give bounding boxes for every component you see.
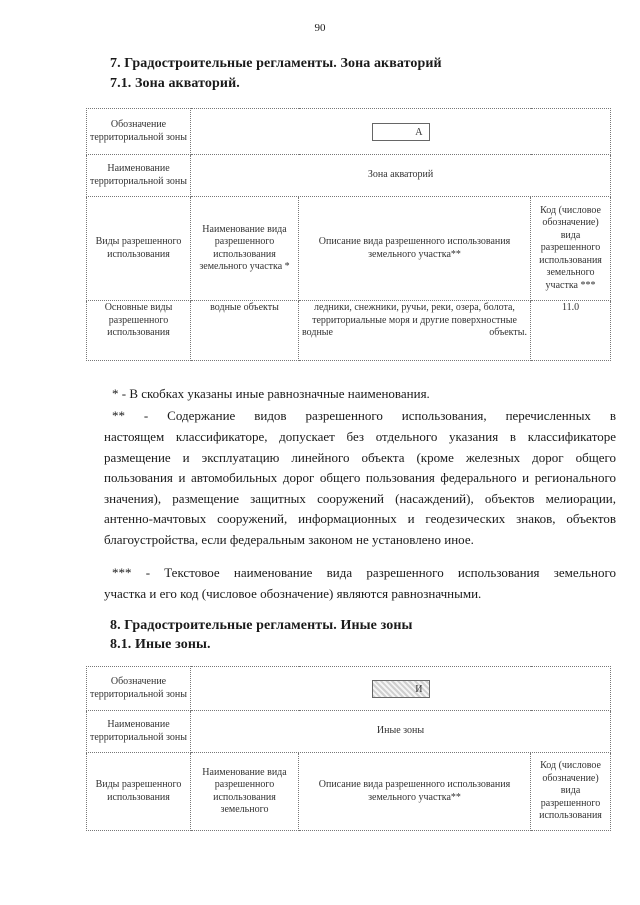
main-kinds-label: Основные виды разрешенного использования [87, 301, 191, 361]
footnote-1: * - В скобках указаны иные равнозначные наименования. [112, 386, 430, 401]
designation-cell [191, 109, 611, 155]
kinds-label: Виды разрешенного использования [87, 753, 191, 831]
zone-table-aquatory [86, 108, 611, 361]
zone-name-value: Зона акваторий [191, 155, 611, 197]
footnote-3-first-line: *** - Текстовое наименование вида разрешенного использования земельного [112, 565, 616, 580]
item-code: 11.0 [531, 301, 611, 361]
column-header-description: Описание вида разрешенного использования земельного участка** [299, 197, 531, 301]
footnote-3-body: участка и его код (числовое обозначение) являются равнозначными. [104, 586, 482, 601]
section-7-1-subheading: 7.1. Зона акваторий. [110, 76, 240, 91]
table-row [87, 109, 611, 155]
section-8-1-subheading: 8.1. Иные зоны. [110, 637, 211, 652]
item-description: ледники, снежники, ручьи, реки, озера, болота, территориальные моря и другие поверхностные водные объекты. [299, 301, 531, 361]
table-row [87, 155, 611, 197]
table-row [87, 711, 611, 753]
zone-name-value: Иные зоны [191, 711, 611, 753]
item-name: водные объекты [191, 301, 299, 361]
zone-name-label: Наименование территориальной зоны [87, 711, 191, 753]
kinds-label: Виды разрешенного использования [87, 197, 191, 301]
zone-name-label: Наименование территориальной зоны [87, 155, 191, 197]
column-header-name: Наименование вида разрешенного использования земельного участка * [191, 197, 299, 301]
page-number: 90 [314, 22, 326, 34]
designation-cell [191, 667, 611, 711]
section-8-heading: 8. Градостроительные регламенты. Иные зоны [110, 618, 413, 633]
table-header-row [87, 753, 611, 831]
column-header-code: Код (числовое обозначение) вида разрешенного использования [531, 753, 611, 831]
column-header-name: Наименование вида разрешенного использования земельного [191, 753, 299, 831]
designation-label: Обозначение территориальной зоны [87, 667, 191, 711]
zone-code-badge: И [372, 680, 430, 698]
column-header-code: Код (числовое обозначение) вида разрешенного использования земельного участка *** [531, 197, 611, 301]
column-header-description: Описание вида разрешенного использования земельного участка** [299, 753, 531, 831]
footnote-2-first-line: ** - Содержание видов разрешенного использования, перечисленных в [112, 408, 616, 423]
zone-code-badge: А [372, 123, 430, 141]
section-7-heading: 7. Градостроительные регламенты. Зона акваторий [110, 56, 442, 71]
zone-table-other [86, 666, 611, 831]
designation-label: Обозначение территориальной зоны [87, 109, 191, 155]
table-row [87, 667, 611, 711]
footnote-2-body: настоящем классификаторе, допускает без отдельного указания в классификаторе размещение и эксплуатацию линейного объекта (кроме железных дорог общего пользования и автомобильных дорог общего пользования федерального и регионального значения), размещение защитных сооружений (насаждений), объектов мелиорации, антенно-мачтовых сооружений, информационных и геодезических знаков, объектов благоустройства, если федеральным законом не установлено иное. [104, 429, 616, 547]
table-row [87, 301, 611, 361]
table-header-row [87, 197, 611, 301]
